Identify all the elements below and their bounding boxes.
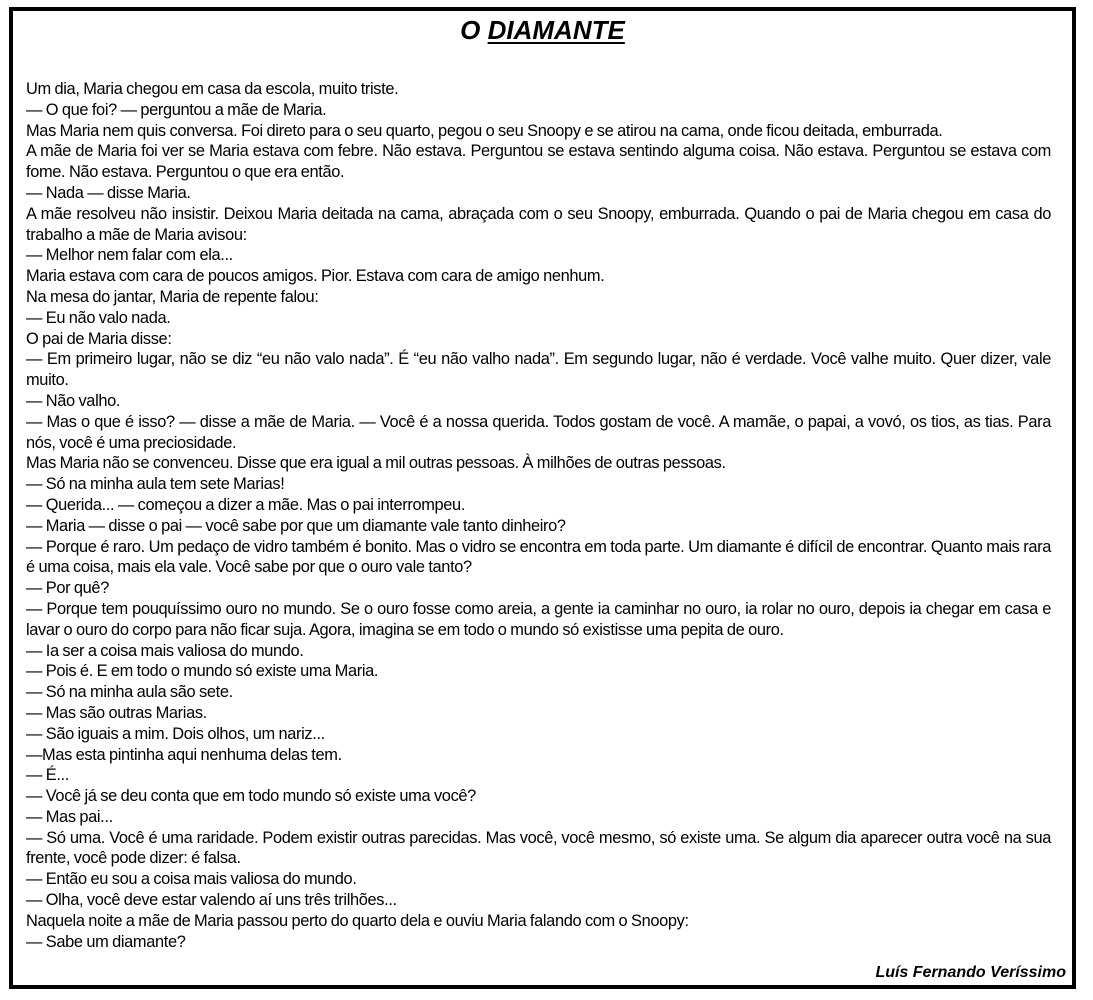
story-paragraph: Maria estava com cara de poucos amigos. Pior. Estava com cara de amigo nenhum. [26, 267, 605, 286]
story-paragraph: — Então eu sou a coisa mais valiosa do mundo. [26, 870, 357, 889]
story-paragraph: — Ia ser a coisa mais valiosa do mundo. [26, 641, 304, 660]
story-paragraph: — Olha, você deve estar valendo aí uns três trilhões... [26, 891, 397, 910]
story-body [26, 79, 1051, 952]
story-paragraph: — Porque é raro. Um pedaço de vidro também é bonito. Mas o vidro se encontra em toda parte. Um diamante é difícil de encontrar. Quanto mais rara é uma coisa, mais ela vale. Você sabe por que o ouro vale tanto? [26, 537, 1051, 577]
story-paragraph: — Melhor nem falar com ela... [26, 246, 233, 265]
story-paragraph: — Eu não valo nada. [26, 308, 171, 327]
story-paragraph: — Querida... — começou a dizer a mãe. Mas o pai interrompeu. [26, 495, 466, 514]
story-paragraph: — Você já se deu conta que em todo mundo só existe uma você? [26, 787, 476, 806]
author-signature: Luís Fernando Veríssimo [875, 964, 1066, 981]
story-paragraph: — Só na minha aula tem sete Marias! [26, 475, 285, 494]
story-title-prefix: O [460, 15, 488, 45]
story-paragraph: Mas Maria nem quis conversa. Foi direto para o seu quarto, pegou o seu Snoopy e se atirou na cama, onde ficou deitada, emburrada. [26, 121, 943, 140]
story-paragraph: Mas Maria não se convenceu. Disse que era igual a mil outras pessoas. À milhões de outras pessoas. [26, 454, 726, 473]
story-paragraph: — Por quê? [26, 579, 109, 598]
story-paragraph: — Não valho. [26, 391, 121, 410]
story-paragraph: — Só uma. Você é uma raridade. Podem existir outras parecidas. Mas você, você mesmo, só existe uma. Se algum dia aparecer outra você na sua frente, você pode dizer: é falsa. [26, 828, 1051, 868]
story-paragraph: — Em primeiro lugar, não se diz “eu não valo nada”. É “eu não valho nada”. Em segundo lugar, não é verdade. Você valhe muito. Quer dizer, vale muito. [26, 350, 1051, 390]
story-paragraph: Um dia, Maria chegou em casa da escola, muito triste. [26, 80, 399, 98]
story-paragraph: — Só na minha aula são sete. [26, 683, 233, 702]
story-title [13, 15, 1072, 45]
story-paragraph: A mãe de Maria foi ver se Maria estava com febre. Não estava. Perguntou se estava sentindo alguma coisa. Não estava. Perguntou se estava com fome. Não estava. Perguntou o que era então. [26, 142, 1051, 182]
story-paragraph: O pai de Maria disse: [26, 329, 172, 348]
story-title-underlined: DIAMANTE [487, 15, 625, 45]
story-paragraph: — Mas o que é isso? — disse a mãe de Maria. — Você é a nossa querida. Todos gostam de você. A mamãe, o papai, a vovó, os tios, as tias. Para nós, você é uma preciosidade. [26, 412, 1051, 452]
story-paragraph: — Mas pai... [26, 807, 113, 826]
story-paragraph: Naquela noite a mãe de Maria passou perto do quarto dela e ouviu Maria falando com o Snoopy: [26, 911, 689, 930]
story-paragraph: — O que foi? — perguntou a mãe de Maria. [26, 100, 327, 119]
story-paragraph: — Nada — disse Maria. [26, 183, 191, 202]
story-paragraph: — Porque tem pouquíssimo ouro no mundo. Se o ouro fosse como areia, a gente ia caminhar no ouro, ia rolar no ouro, depois ia chegar em casa e lavar o ouro do corpo para não ficar suja. Agora, imagina se em todo o mundo só existisse uma pepita de ouro. [26, 599, 1051, 639]
story-paragraph: — É... [26, 766, 69, 785]
story-paragraph: — São iguais a mim. Dois olhos, um nariz... [26, 724, 325, 743]
story-frame [9, 7, 1076, 989]
story-paragraph: —Mas esta pintinha aqui nenhuma delas tem. [26, 745, 342, 764]
story-paragraph: A mãe resolveu não insistir. Deixou Maria deitada na cama, abraçada com o seu Snoopy, emburrada. Quando o pai de Maria chegou em casa do trabalho a mãe de Maria avisou: [26, 204, 1051, 244]
story-paragraph: Na mesa do jantar, Maria de repente falou: [26, 287, 319, 306]
story-paragraph: — Mas são outras Marias. [26, 703, 207, 722]
story-paragraph: — Maria — disse o pai — você sabe por que um diamante vale tanto dinheiro? [26, 516, 566, 535]
story-paragraph: — Pois é. E em todo o mundo só existe uma Maria. [26, 662, 379, 681]
story-paragraph: — Sabe um diamante? [26, 932, 186, 951]
